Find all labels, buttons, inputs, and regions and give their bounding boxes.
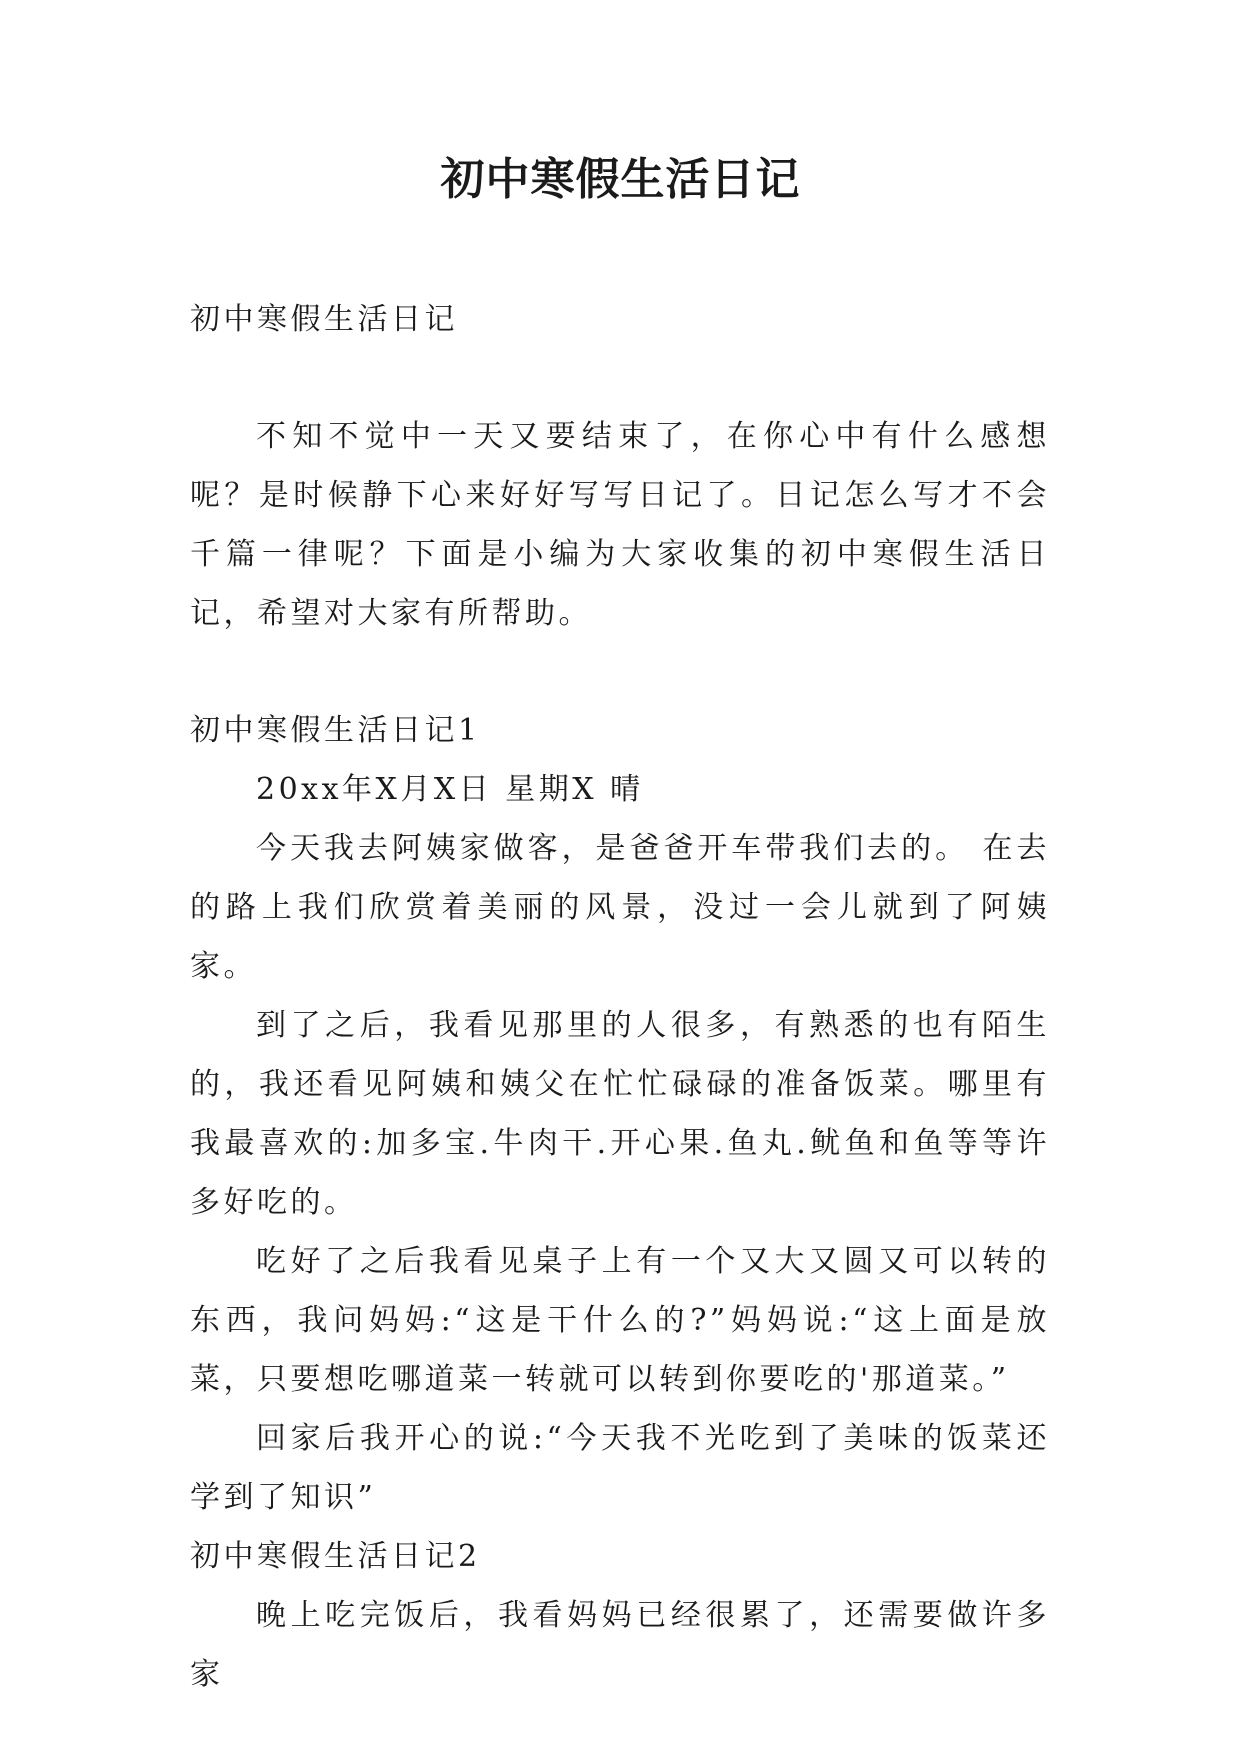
entry-1-paragraph: 回家后我开心的说:“今天我不光吃到了美味的饭菜还学到了知识” xyxy=(190,1421,1050,1515)
entry-1-paragraph: 今天我去阿姨家做客，是爸爸开车带我们去的。 在去的路上我们欣赏着美丽的风景，没过一会儿就到了阿姨家。 xyxy=(190,831,1050,984)
document-title: 初中寒假生活日记 xyxy=(440,154,801,205)
document-subtitle: 初中寒假生活日记 xyxy=(190,302,458,337)
entry-2-paragraph: 晚上吃完饭后，我看妈妈已经很累了，还需要做许多家 xyxy=(190,1598,1050,1692)
intro-paragraph: 不知不觉中一天又要结束了，在你心中有什么感想呢？是时候静下心来好好写写日记了。日记怎么写才不会千篇一律呢？下面是小编为大家收集的初中寒假生活日记，希望对大家有所帮助。 xyxy=(190,419,1050,631)
entry-1-paragraph: 吃好了之后我看见桌子上有一个又大又圆又可以转的东西，我问妈妈:“这是干什么的?”妈妈说:“这上面是放菜，只要想吃哪道菜一转就可以转到你要吃的'那道菜。” xyxy=(190,1244,1050,1397)
entry-1-heading: 初中寒假生活日记1 xyxy=(190,713,481,748)
entry-1-paragraph: 到了之后，我看见那里的人很多，有熟悉的也有陌生的，我还看见阿姨和姨父在忙忙碌碌的准备饭菜。哪里有我最喜欢的:加多宝.牛肉干.开心果.鱼丸.鱿鱼和鱼等等许多好吃的。 xyxy=(190,1008,1050,1220)
entry-1-dateline: 20xx年X月X日 星期X 晴 xyxy=(256,772,644,807)
entry-2-heading: 初中寒假生活日记2 xyxy=(190,1539,481,1574)
document-body xyxy=(190,290,1050,1704)
